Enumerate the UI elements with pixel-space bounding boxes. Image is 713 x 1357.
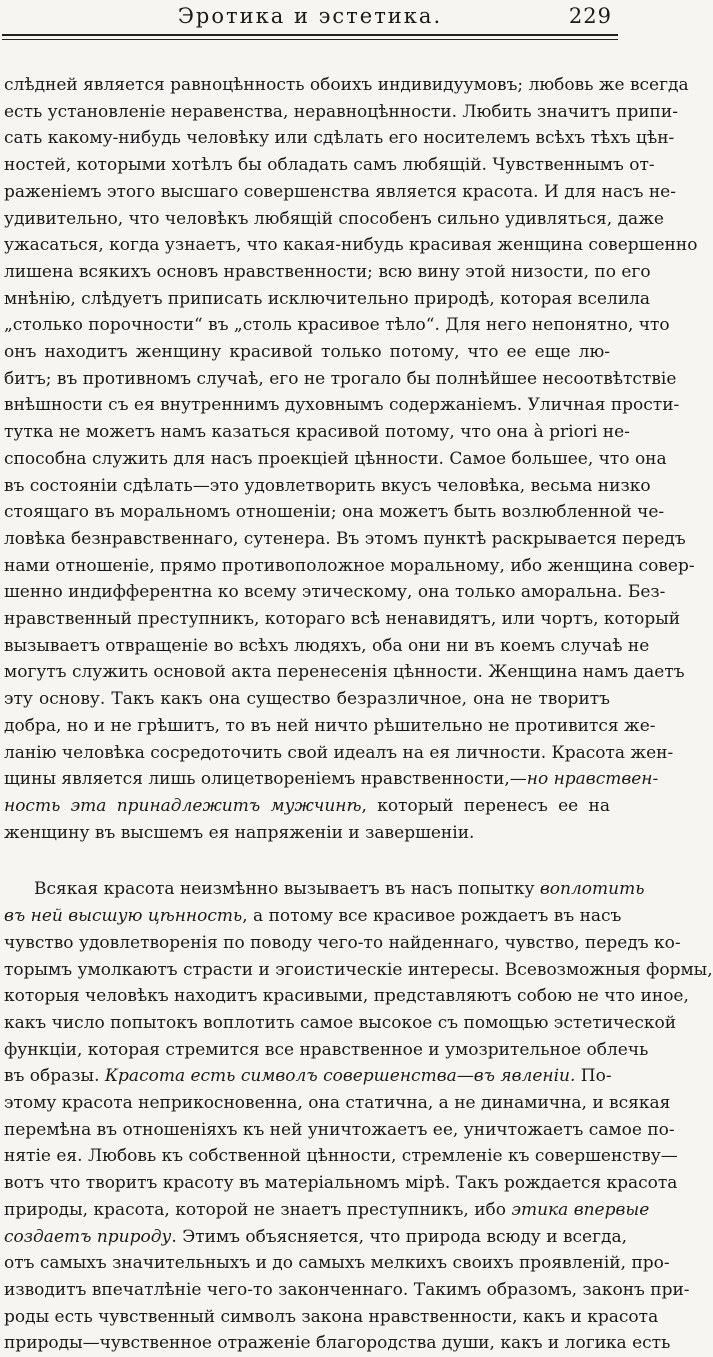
text-line: раженіемъ этого высшаго совершенства является красота. И для насъ не- [4, 181, 676, 202]
text-line [4, 1224, 628, 1251]
text-line: эту основу. Такъ какъ она существо безразличное, она не творитъ [4, 689, 610, 710]
emphasis-run: ность эта принадлежитъ мужчинѣ [4, 795, 362, 816]
emphasis-run: въ ней высшую цѣнность [4, 906, 243, 927]
paragraph-2 [4, 876, 713, 1357]
text-line: „столько порочности“ въ „столь красивое тѣло“. Для него непонятно, что [4, 315, 670, 336]
text-line: перемѣна въ отношеніяхъ къ ней уничтожаетъ ее, уничтожаетъ самое по- [4, 1119, 675, 1140]
text-line: лишена всякихъ основъ нравственности; всю вину этой низости, по его [4, 261, 651, 282]
text-line: нравственный преступникъ, котораго всѣ ненавидятъ, или чортъ, который [4, 609, 681, 630]
text-line [4, 1197, 650, 1224]
text-run: По- [575, 1066, 612, 1087]
text-line: роды есть чувственный символъ закона нравственности, какъ и красота [4, 1306, 659, 1327]
text-line: природы—чувственное отраженіе благородства души, какъ и логика есть [4, 1333, 671, 1354]
text-run: щины является лишь олицетвореніемъ нравственности,— [4, 769, 527, 790]
text-line: могутъ служить основой акта перенесенія цѣнности. Женщина намъ даетъ [4, 662, 685, 683]
text-line: торымъ умолкаютъ страсти и эгоистическіе интересы. Всевозможныя формы, [4, 959, 713, 980]
running-title: Эротика и эстетика. [177, 4, 443, 28]
text-line: есть установленіе неравенства, неравноцѣнности. Любить значитъ припи- [4, 101, 678, 122]
text-run: природы, красота, которой не знаетъ преступникъ, ибо [4, 1199, 512, 1220]
text-line: удивительно, что человѣкъ любящій способенъ сильно удивляться, даже [4, 208, 664, 229]
text-line: этому красота неприкосновенна, она статична, а не динамична, и всякая [4, 1093, 671, 1114]
text-run: Всякая красота неизмѣнно вызываетъ въ насъ попытку [34, 879, 540, 900]
text-run: , а потому все красивое рождаетъ въ насъ [242, 906, 622, 927]
text-line [4, 793, 610, 820]
text-run: . Этимъ объясняется, что природа всюду и всегда, [171, 1226, 628, 1247]
text-line [4, 1063, 610, 1090]
emphasis-run: но нравствен- [526, 769, 659, 790]
text-line: которыя человѣкъ находитъ красивыми, представляютъ собою не что иное, [4, 986, 689, 1007]
header-rule-thick [2, 34, 618, 36]
text-line: стоящаго въ моральномъ отношеніи; она можетъ быть возлюбленной че- [4, 502, 665, 523]
text-line: шенно индифферентна ко всему этическому, она только аморальна. Без- [4, 582, 666, 603]
text-line [4, 876, 645, 903]
emphasis-run: этика впервые [511, 1199, 650, 1220]
text-line: вызываетъ отвращеніе во всѣхъ людяхъ, оба они ни въ коемъ случаѣ не [4, 635, 650, 656]
page-number: 229 [568, 4, 612, 28]
text-line: ностей, которыми хотѣлъ бы обладать самъ любящій. Чувственнымъ от- [4, 155, 655, 176]
text-line: нами отношеніе, прямо противоположное моральному, ибо женщина совер- [4, 555, 695, 576]
emphasis-run: Красота есть символъ совершенства—въ явленіи. [104, 1066, 576, 1087]
text-line: нятіе ея. Любовь къ собственной цѣнности, стремленіе къ совершенству— [4, 1146, 678, 1167]
emphasis-run: создаетъ природу [4, 1226, 172, 1247]
emphasis-run: воплотить [539, 879, 645, 900]
text-line: битъ; въ противномъ случаѣ, его не трогало бы полнѣйшее несоотвѣтствіе [4, 368, 677, 389]
page-header [0, 0, 620, 36]
text-line [4, 766, 659, 793]
text-line: онъ находитъ женщину красивой только потому, что ее еще лю- [4, 342, 610, 363]
text-line: въ состояніи сдѣлать—это удовлетворить вкусъ человѣка, весьма низко [4, 475, 651, 496]
text-line: ланію человѣка сосредоточить свой идеалъ на ея личности. Красота жен- [4, 742, 674, 763]
text-line: способна служить для насъ проекціей цѣнности. Самое большее, что она [4, 448, 667, 469]
text-line: мнѣнію, слѣдуетъ приписать исключительно природѣ, которая вселила [4, 288, 651, 309]
paragraph-1 [4, 72, 698, 846]
text-line: какъ число попытокъ воплотить самое высокое съ помощью эстетической [4, 1012, 677, 1033]
text-line: отъ самыхъ значительныхъ и до самыхъ мелкихъ своихъ проявленій, про- [4, 1253, 670, 1274]
text-line: добра, но и не грѣшитъ, то въ ней ничто рѣшительно не противится же- [4, 715, 656, 736]
text-line: ловѣка безнравственнаго, сутенера. Въ этомъ пунктѣ раскрывается передъ [4, 528, 686, 549]
text-line [4, 903, 622, 930]
text-run: , который перенесъ ее на [361, 795, 610, 816]
text-run: въ образы. [4, 1066, 105, 1087]
header-rule-thin [2, 39, 618, 40]
text-line: слѣдней является равноцѣнность обоихъ индивидуумовъ; любовь же всегда [4, 75, 689, 95]
text-line: тутка не можетъ намъ казаться красивой потому, что она à priori не- [4, 422, 630, 443]
text-line: изводитъ впечатлѣніе чего-то законченнаго. Такимъ образомъ, законъ при- [4, 1279, 690, 1300]
body-text [4, 72, 713, 1357]
text-line: сать какому-нибудь человѣку или сдѣлать его носителемъ всѣхъ тѣхъ цѣн- [4, 128, 675, 149]
text-line: ужасаться, когда узнаетъ, что какая-нибудь красивая женщина совершенно [4, 235, 698, 256]
text-line: женщину въ высшемъ ея напряженіи и завершеніи. [4, 822, 475, 843]
text-line: внѣшности съ ея внутреннимъ духовнымъ содержаніемъ. Уличная прости- [4, 395, 680, 416]
text-line: функціи, которая стремится все нравственное и умозрительное облечь [4, 1039, 649, 1060]
text-line: чувство удовлетворенія по поводу чего-то найденнаго, чувство, передъ ко- [4, 932, 681, 953]
text-line: вотъ что творитъ красоту въ матеріальномъ мірѣ. Такъ рождается красота [4, 1173, 678, 1194]
